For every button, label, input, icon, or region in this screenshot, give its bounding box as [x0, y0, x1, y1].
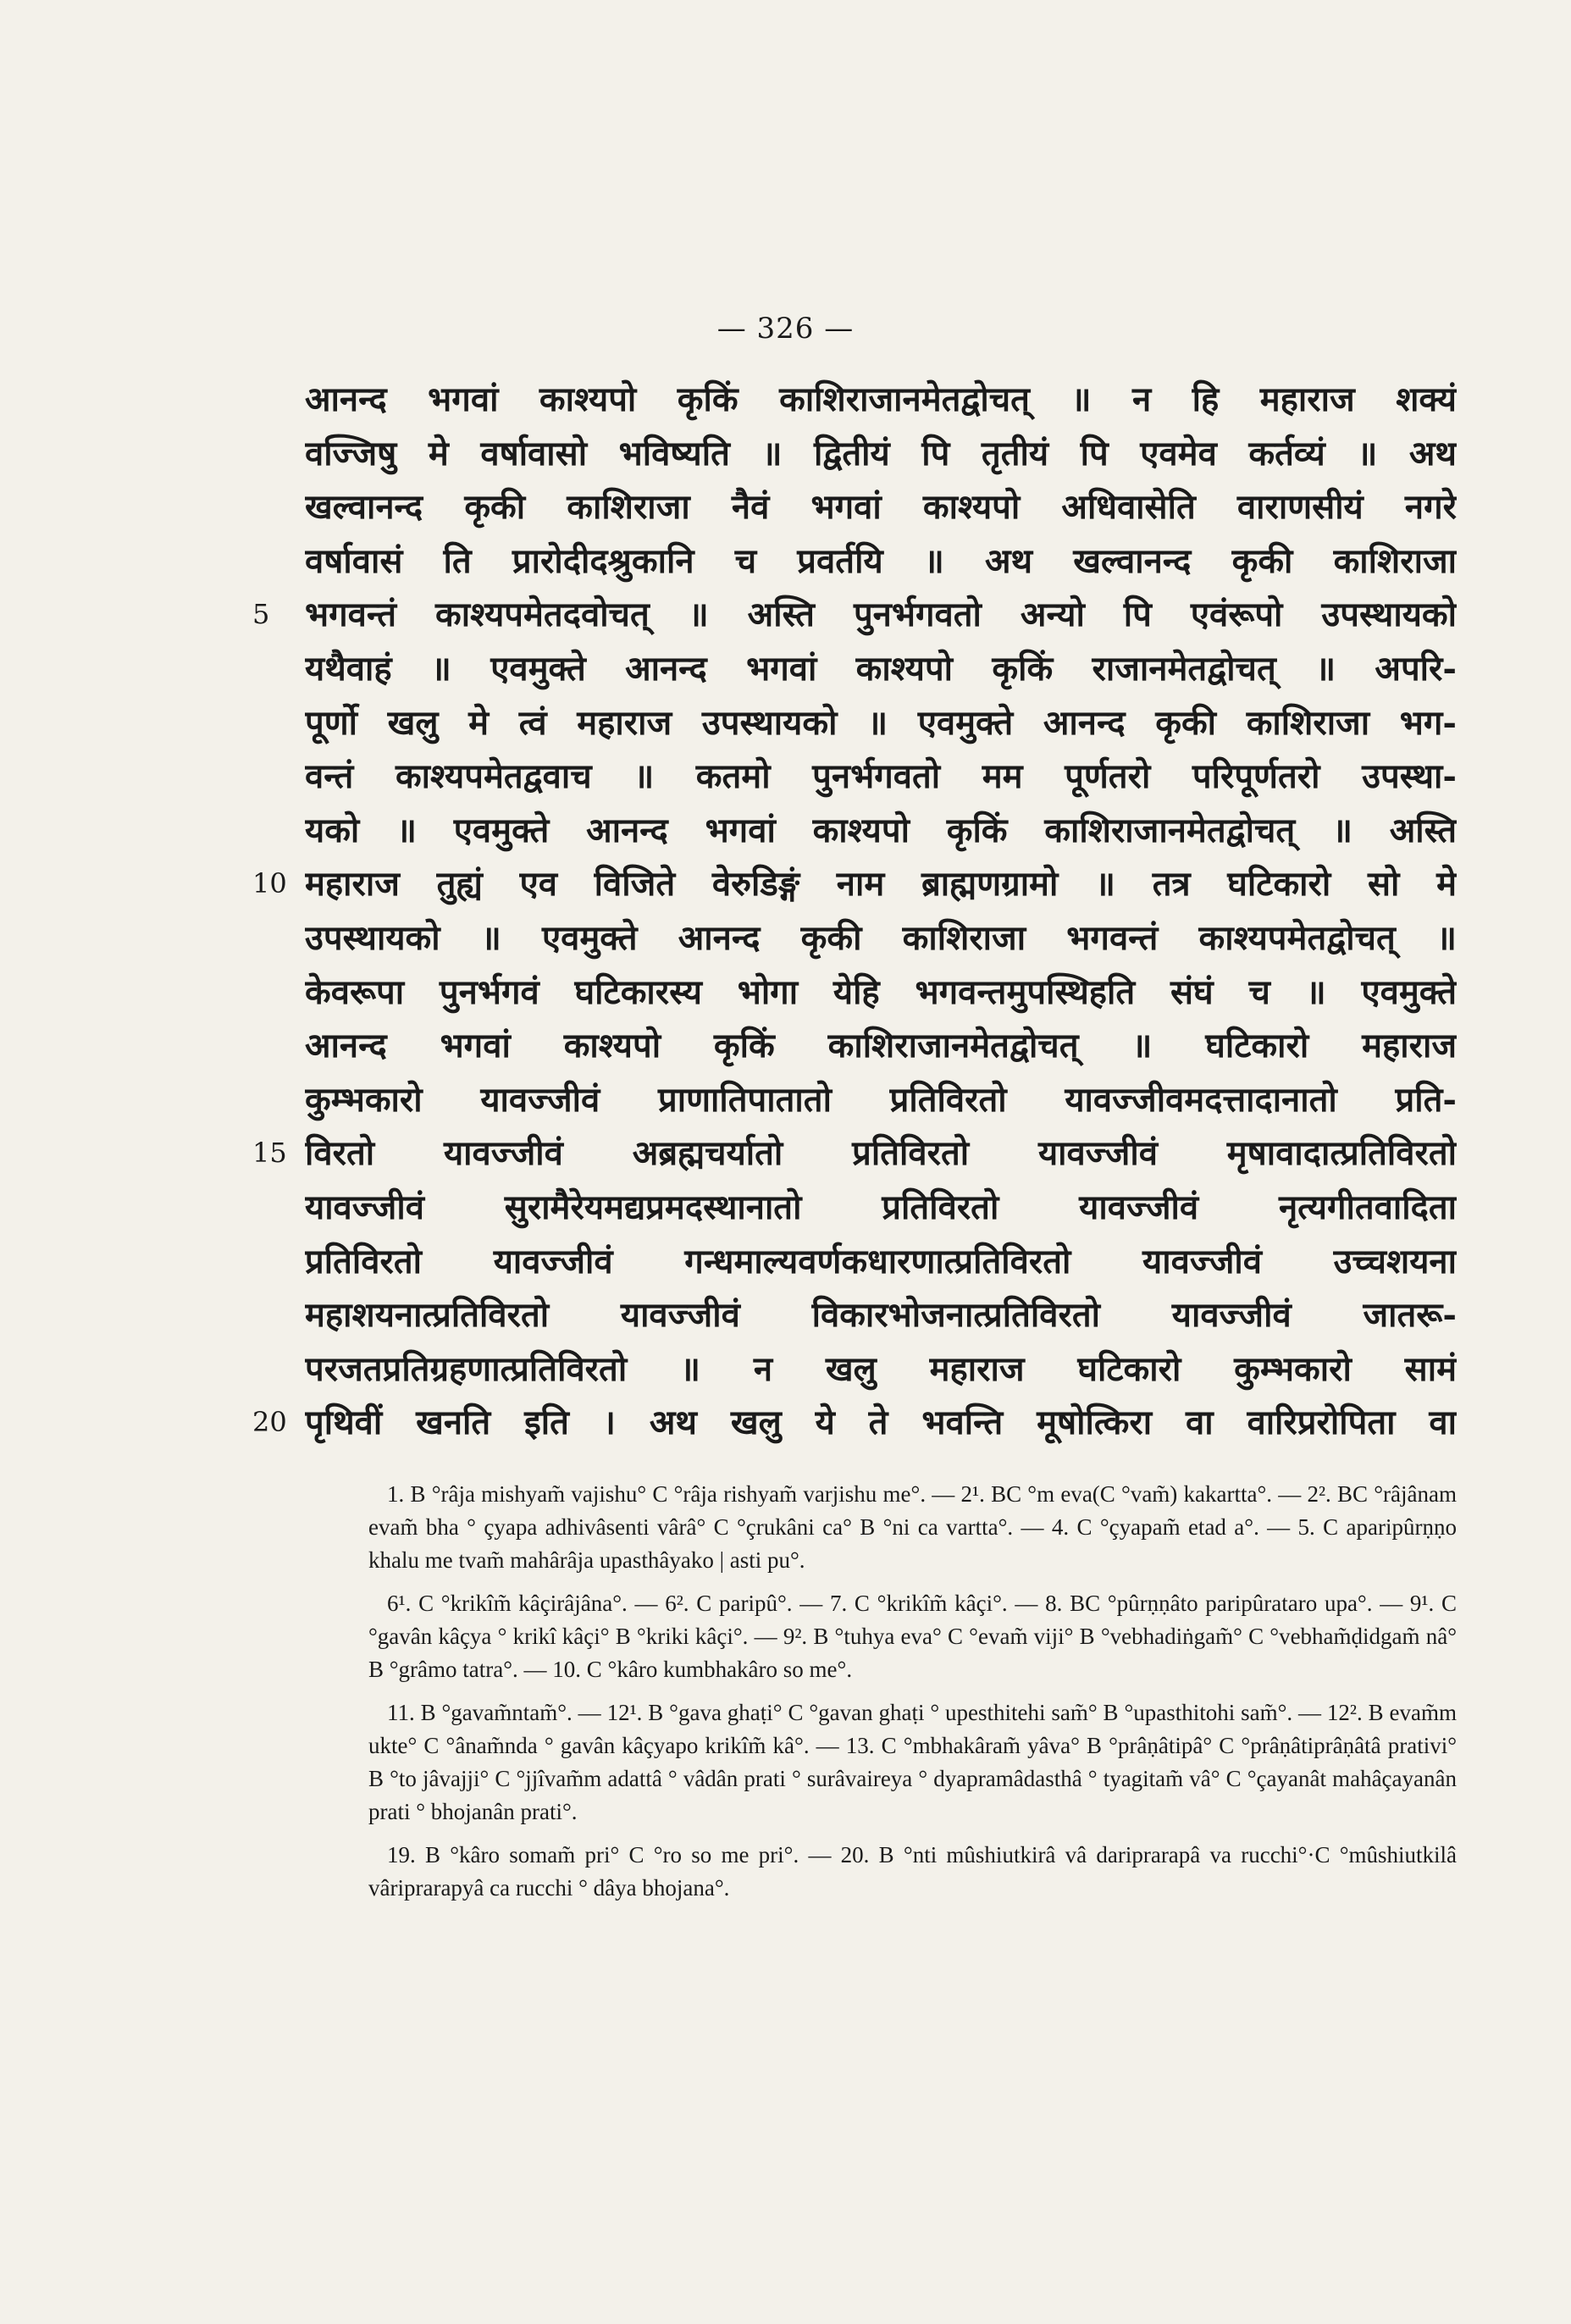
line-text: प्रतिविरतो यावज्जीवं गन्धमाल्यवर्णकधारणात्प्रतिविरतो यावज्जीवं उच्चशयना [305, 1241, 1457, 1281]
text-line [252, 1396, 1457, 1450]
page-number: — 326 — [716, 312, 855, 346]
line-text: यथैवाहं ॥ एवमुक्ते आनन्द भगवां काश्यपो कृकिं राजानमेतद्वोचत् ॥ अपरि- [305, 648, 1457, 689]
text-line [305, 427, 1457, 481]
text-line [305, 696, 1457, 750]
line-text: परजतप्रतिग्रहणात्प्रतिविरतो ॥ न खलु महाराज घटिकारो कुम्भकारो सामं [305, 1348, 1457, 1389]
text-line [305, 534, 1457, 589]
main-text [252, 373, 1457, 1450]
line-text: भगवन्तं काश्यपमेतदवोचत् ॥ अस्ति पुनर्भगवतो अन्यो पि एवंरूपो उपस्थायको [305, 595, 1457, 635]
line-text: विरतो यावज्जीवं अब्रह्मचर्यातो प्रतिविरतो यावज्जीवं मृषावादात्प्रतिविरतो [305, 1133, 1457, 1174]
footnote-paragraph: 6¹. C °krikîm̃ kâçirâjâna°. — 6². C paripû°. — 7. C °krikîm̃ kâçi°. — 8. BC °pûrṇṇâto paripûrataro upa°. — 9¹. C °gavân kâçya ° krikî kâçi° B °kriki kâçi°. — 9². B °tuhya eva° C °evam̃ viji° B °vebhadiṅgam̃° C °vebham̃ḍidgam̃ nâ° B °grâmo tatra°. — 10. C °kâro kumbhakâro so me°. [368, 1591, 1457, 1682]
footnote-paragraph: 19. B °kâro somam̃ pri° C °ro so me pri°. — 20. B °nti mûshiutkirâ vâ dariprarapâ va rucchi°·C °mûshiutkilâ vâriprarapyâ ca rucchi ° dâya bhojana°. [368, 1842, 1457, 1901]
line-text: वर्षावासं ति प्रारोदीदश्रुकानि च प्रवर्तयि ॥ अथ खल्वानन्द कृकी काशिराजा [305, 540, 1457, 581]
text-line [305, 1181, 1457, 1235]
line-text: वन्तं काश्यपमेतद्ववाच ॥ कतमो पुनर्भगवतो मम पूर्णतरो परिपूर्णतरो उपस्था- [305, 756, 1457, 797]
text-line [305, 1288, 1457, 1342]
line-number: 10 [252, 867, 287, 900]
line-number: 5 [252, 598, 270, 631]
text-line [305, 1019, 1457, 1073]
text-line [305, 480, 1457, 534]
line-text: खल्वानन्द कृकी काशिराजा नैवं भगवां काश्यपो अधिवासेति वाराणसीयं नगरे [305, 487, 1457, 528]
line-text: कुम्भकारो यावज्जीवं प्राणातिपातातो प्रतिविरतो यावज्जीवमदत्तादानातो प्रति- [305, 1079, 1457, 1120]
text-line [305, 750, 1457, 804]
text-line [305, 373, 1457, 427]
text-line [305, 1342, 1457, 1397]
text-line [305, 1235, 1457, 1289]
text-line [252, 1126, 1457, 1181]
line-text: वज्जिषु मे वर्षावासो भविष्यति ॥ द्वितीयं पि तृतीयं पि एवमेव कर्तव्यं ॥ अथ [305, 433, 1457, 473]
text-line [305, 1073, 1457, 1127]
line-text: आनन्द भगवां काश्यपो कृकिं काशिराजानमेतद्वोचत् ॥ न हि महाराज शक्यं [305, 379, 1457, 419]
line-number: 15 [252, 1137, 287, 1170]
line-text: पूर्णो खलु मे त्वं महाराज उपस्थायको ॥ एवमुक्ते आनन्द कृकी काशिराजा भग- [305, 702, 1457, 743]
text-line [305, 911, 1457, 966]
line-text: पृथिवीं खनति इति । अथ खलु ये ते भवन्ति मूषोत्किरा वा वारिप्ररोपिता वा [305, 1403, 1457, 1443]
line-text: महाशयनात्प्रतिविरतो यावज्जीवं विकारभोजनात्प्रतिविरतो यावज्जीवं जातरू- [305, 1295, 1457, 1336]
line-text: महाराज तुह्यं एव विजिते वेरुडिङ्गं नाम ब्राह्मणग्रामो ॥ तत्र घटिकारो सो मे [305, 864, 1457, 905]
footnotes [368, 1478, 1457, 1915]
line-text: केवरूपा पुनर्भगवं घटिकारस्य भोगा येहि भगवन्तमुपस्थिहति संघं च ॥ एवमुक्ते [305, 971, 1457, 1012]
line-text: यको ॥ एवमुक्ते आनन्द भगवां काश्यपो कृकिं काशिराजानमेतद्वोचत् ॥ अस्ति [305, 810, 1457, 850]
footnote-paragraph: 11. B °gavam̃ntam̃°. — 12¹. B °gava ghaṭi° C °gavan ghaṭi ° upesthitehi sam̃° B °upasthitohi sam̃°. — 12². B evam̃m ukte° C °ânam̃nda ° gavân kâçyapo krikîm̃ kâ°. — 13. C °mbhakâram̃ yâva° B °prâṇâtipâ° C °prâṇâtiprâṇâtâ prativi° B °to jâvajji° C °jjîvam̃m adattâ ° vâdân prati ° surâvaireya ° dyapramâdasthâ ° tyagitam̃ vâ° C °çayanât mahâçayanân prati ° bhojanân prati°. [368, 1700, 1457, 1824]
text-line [252, 588, 1457, 642]
text-line [305, 804, 1457, 858]
line-text: उपस्थायको ॥ एवमुक्ते आनन्द कृकी काशिराजा भगवन्तं काश्यपमेतद्वोचत् ॥ [305, 917, 1457, 958]
line-text: आनन्द भगवां काश्यपो कृकिं काशिराजानमेतद्वोचत् ॥ घटिकारो महाराज [305, 1026, 1457, 1066]
line-number: 20 [252, 1406, 287, 1439]
text-line [305, 642, 1457, 696]
text-line [252, 857, 1457, 911]
footnote-paragraph: 1. B °râja mishyam̃ vajishu° C °râja rishyam̃ varjishu me°. — 2¹. BC °m eva(C °vam̃) kakartta°. — 2². BC °râjânam evam̃ bha ° çyapa adhivâsenti vârâ° C °çrukâni ca° B °ni ca vartta°. — 4. C °çyapam̃ etad a°. — 5. C aparipûrṇṇo khalu me tvam̃ mahârâja upasthâyako | asti pu°. [368, 1481, 1457, 1573]
line-text: यावज्जीवं सुरामैरेयमद्यप्रमदस्थानातो प्रतिविरतो यावज्जीवं नृत्यगीतवादिता [305, 1187, 1457, 1227]
text-line [305, 966, 1457, 1020]
